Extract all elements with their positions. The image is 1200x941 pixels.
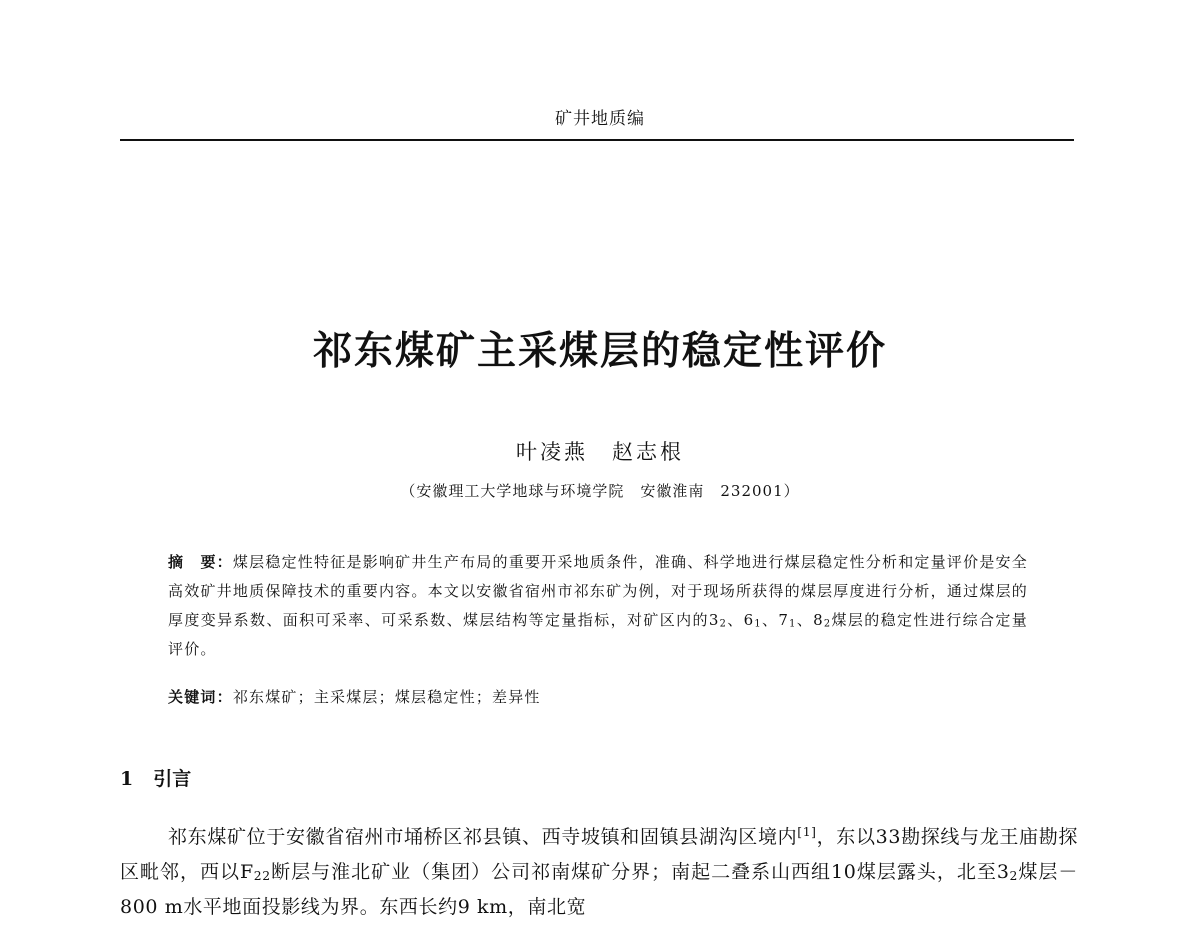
- keywords-text: 祁东煤矿；主采煤层；煤层稳定性；差异性: [232, 688, 541, 706]
- abstract-text-c: 、7: [761, 611, 790, 629]
- abstract: [168, 548, 1028, 664]
- header-rule: [120, 139, 1074, 141]
- section-title: 引言: [153, 768, 192, 790]
- body-text-b: ，东以33勘探线与龙王庙勘探区毗邻，西以F: [120, 826, 1078, 883]
- abstract-text-b: 、6: [727, 611, 755, 629]
- abstract-text-a: 煤层稳定性特征是影响矿井生产布局的重要开采地质条件，准确、科学地进行煤层稳定性分析和定量评价是安全高效矿井地质保障技术的重要内容。本文以安徽省宿州市祁东矿为例，对于现场所获得的煤层厚度进行分析，通过煤层的厚度变异系数、面积可采率、可采系数、煤层结构等定量指标，对矿区内的3: [168, 553, 1028, 629]
- abstract-label: 摘 要：: [168, 553, 233, 571]
- body-sub-3: 2: [1009, 868, 1018, 883]
- affiliation: （安徽理工大学地球与环境学院 安徽淮南 232001）: [400, 482, 800, 500]
- abstract-sub-3: 1: [789, 618, 797, 630]
- body-paragraph: [120, 820, 1078, 925]
- section-number: 1: [120, 768, 134, 790]
- citation: [1]: [797, 825, 817, 840]
- authors: 叶凌燕 赵志根: [516, 440, 684, 464]
- body-text-a: 祁东煤矿位于安徽省宿州市埇桥区祁县镇、西寺坡镇和固镇县湖沟区境内: [168, 826, 798, 848]
- body-sub-f: 22: [253, 868, 271, 883]
- abstract-sub-2: 1: [754, 618, 762, 630]
- abstract-text-d: 、8: [796, 611, 824, 629]
- paper-title: 祁东煤矿主采煤层的稳定性评价: [312, 329, 887, 374]
- keywords: [168, 686, 1028, 707]
- abstract-sub-1: 2: [719, 618, 728, 630]
- body-text-c: 断层与淮北矿业（集团）公司祁南煤矿分界；南起二叠系山西组10煤层露头，北至3: [270, 861, 1010, 883]
- keywords-label: 关键词：: [168, 688, 233, 706]
- body-text-d: 煤层－800 m水平地面投影线为界。东西长约9 km，南北宽: [120, 861, 1078, 918]
- section-heading: [120, 764, 191, 791]
- running-head: 矿井地质编: [555, 109, 645, 129]
- abstract-sub-4: 2: [823, 618, 832, 630]
- abstract-text-e: 煤层的稳定性进行综合定量评价。: [168, 611, 1028, 658]
